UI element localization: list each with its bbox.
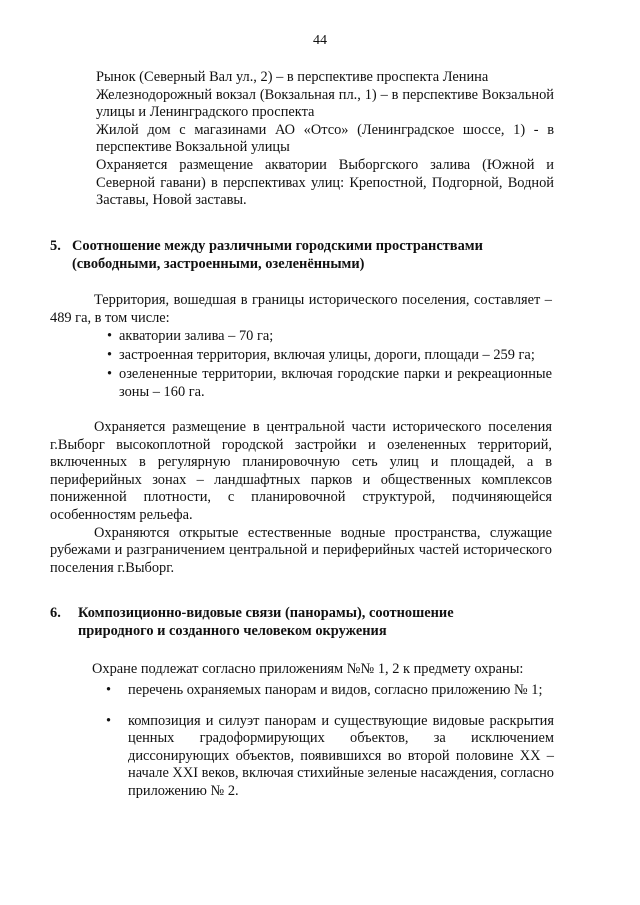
bullet-icon: • [107,328,113,344]
intro-item-station: Железнодорожный вокзал (Вокзальная пл., 1) – в перспективе Вокзальной улицы и Ленинградского проспекта [96,86,554,121]
intro-item-house: Жилой дом с магазинами АО «Отсо» (Ленинградское шоссе, 1) - в перспективе Вокзальной улицы [96,121,554,156]
section-5-paragraph: Охраняются открытые естественные водные пространства, служащие рубежами и разграничением центральной и периферийных частей исторического поселения г.Выборг. [50,524,552,576]
section-5-intro-block [50,292,552,327]
section-6-title: Композиционно-видовые связи (панорамы), соотношение природного и созданного человеком окружения [78,605,454,639]
bullet-icon: • [107,366,113,383]
section-6-heading [50,605,550,640]
section-5-bullet-item [107,366,552,401]
section-6-bullet-item [106,713,554,801]
bullet-icon: • [107,346,113,363]
section-5-heading [50,238,550,273]
bullet-icon: • [106,712,112,729]
section-5-bullet-text: застроенная территория, включая улицы, дороги, площади – 259 га; [119,346,535,363]
section-6-number: 6. [50,605,61,621]
section-5-paragraph: Охраняется размещение в центральной части исторического поселения г.Выборг высокоплотной городской застройки и озелененных территорий, включенных в регулярную планировочную сеть улиц и площадей, а в периферийных зонах – ландшафтных парков и общественных комплексов пониженной плотности, с планировочной структурой, подчиняющейся особенностям рельефа. [50,419,552,523]
intro-item-bay: Охраняется размещение акватории Выборгского залива (Южной и Северной гавани) в перспективах улиц: Крепостной, Подгорной, Водной Заставы, Новой заставы. [96,156,554,209]
section-6-bullet-item [106,682,554,700]
section-5-bullets [107,328,552,401]
section-6-intro-block [92,661,554,679]
section-5-intro: Территория, вошедшая в границы исторического поселения, составляет – 489 га, в том числе: [50,292,552,326]
section-6-intro: Охране подлежат согласно приложениям №№ 1, 2 к предмету охраны: [92,661,524,677]
section-6-bullet-text: перечень охраняемых панорам и видов, согласно приложению № 1; [128,682,543,698]
intro-block [96,69,554,210]
section-5-bullet-text: акватории залива – 70 га; [119,328,274,344]
section-5-bullet-text: озелененные территории, включая городские парки и рекреационные зоны – 160 га. [119,366,552,400]
section-5-paragraphs [50,419,552,577]
section-6-bullets [106,682,554,801]
intro-item-market: Рынок (Северный Вал ул., 2) – в перспективе проспекта Ленина [96,69,489,85]
section-6-bullet-text: композиция и силуэт панорам и существующие видовые раскрытия ценных градоформирующих объектов, за исключением диссонирующих объектов, появившихся во второй половине XX – начале XXI веков, включая стихийные зеленые насаждения, согласно приложению № 2. [128,712,554,799]
section-5-number: 5. [50,238,61,254]
page-number: 44 [313,33,327,48]
section-5-bullet-item [107,347,552,365]
section-5-bullet-item [107,328,552,346]
section-5-title: Соотношение между различными городскими пространствами (свободными, застроенными, озеленёнными) [72,238,483,272]
bullet-icon: • [106,682,112,698]
